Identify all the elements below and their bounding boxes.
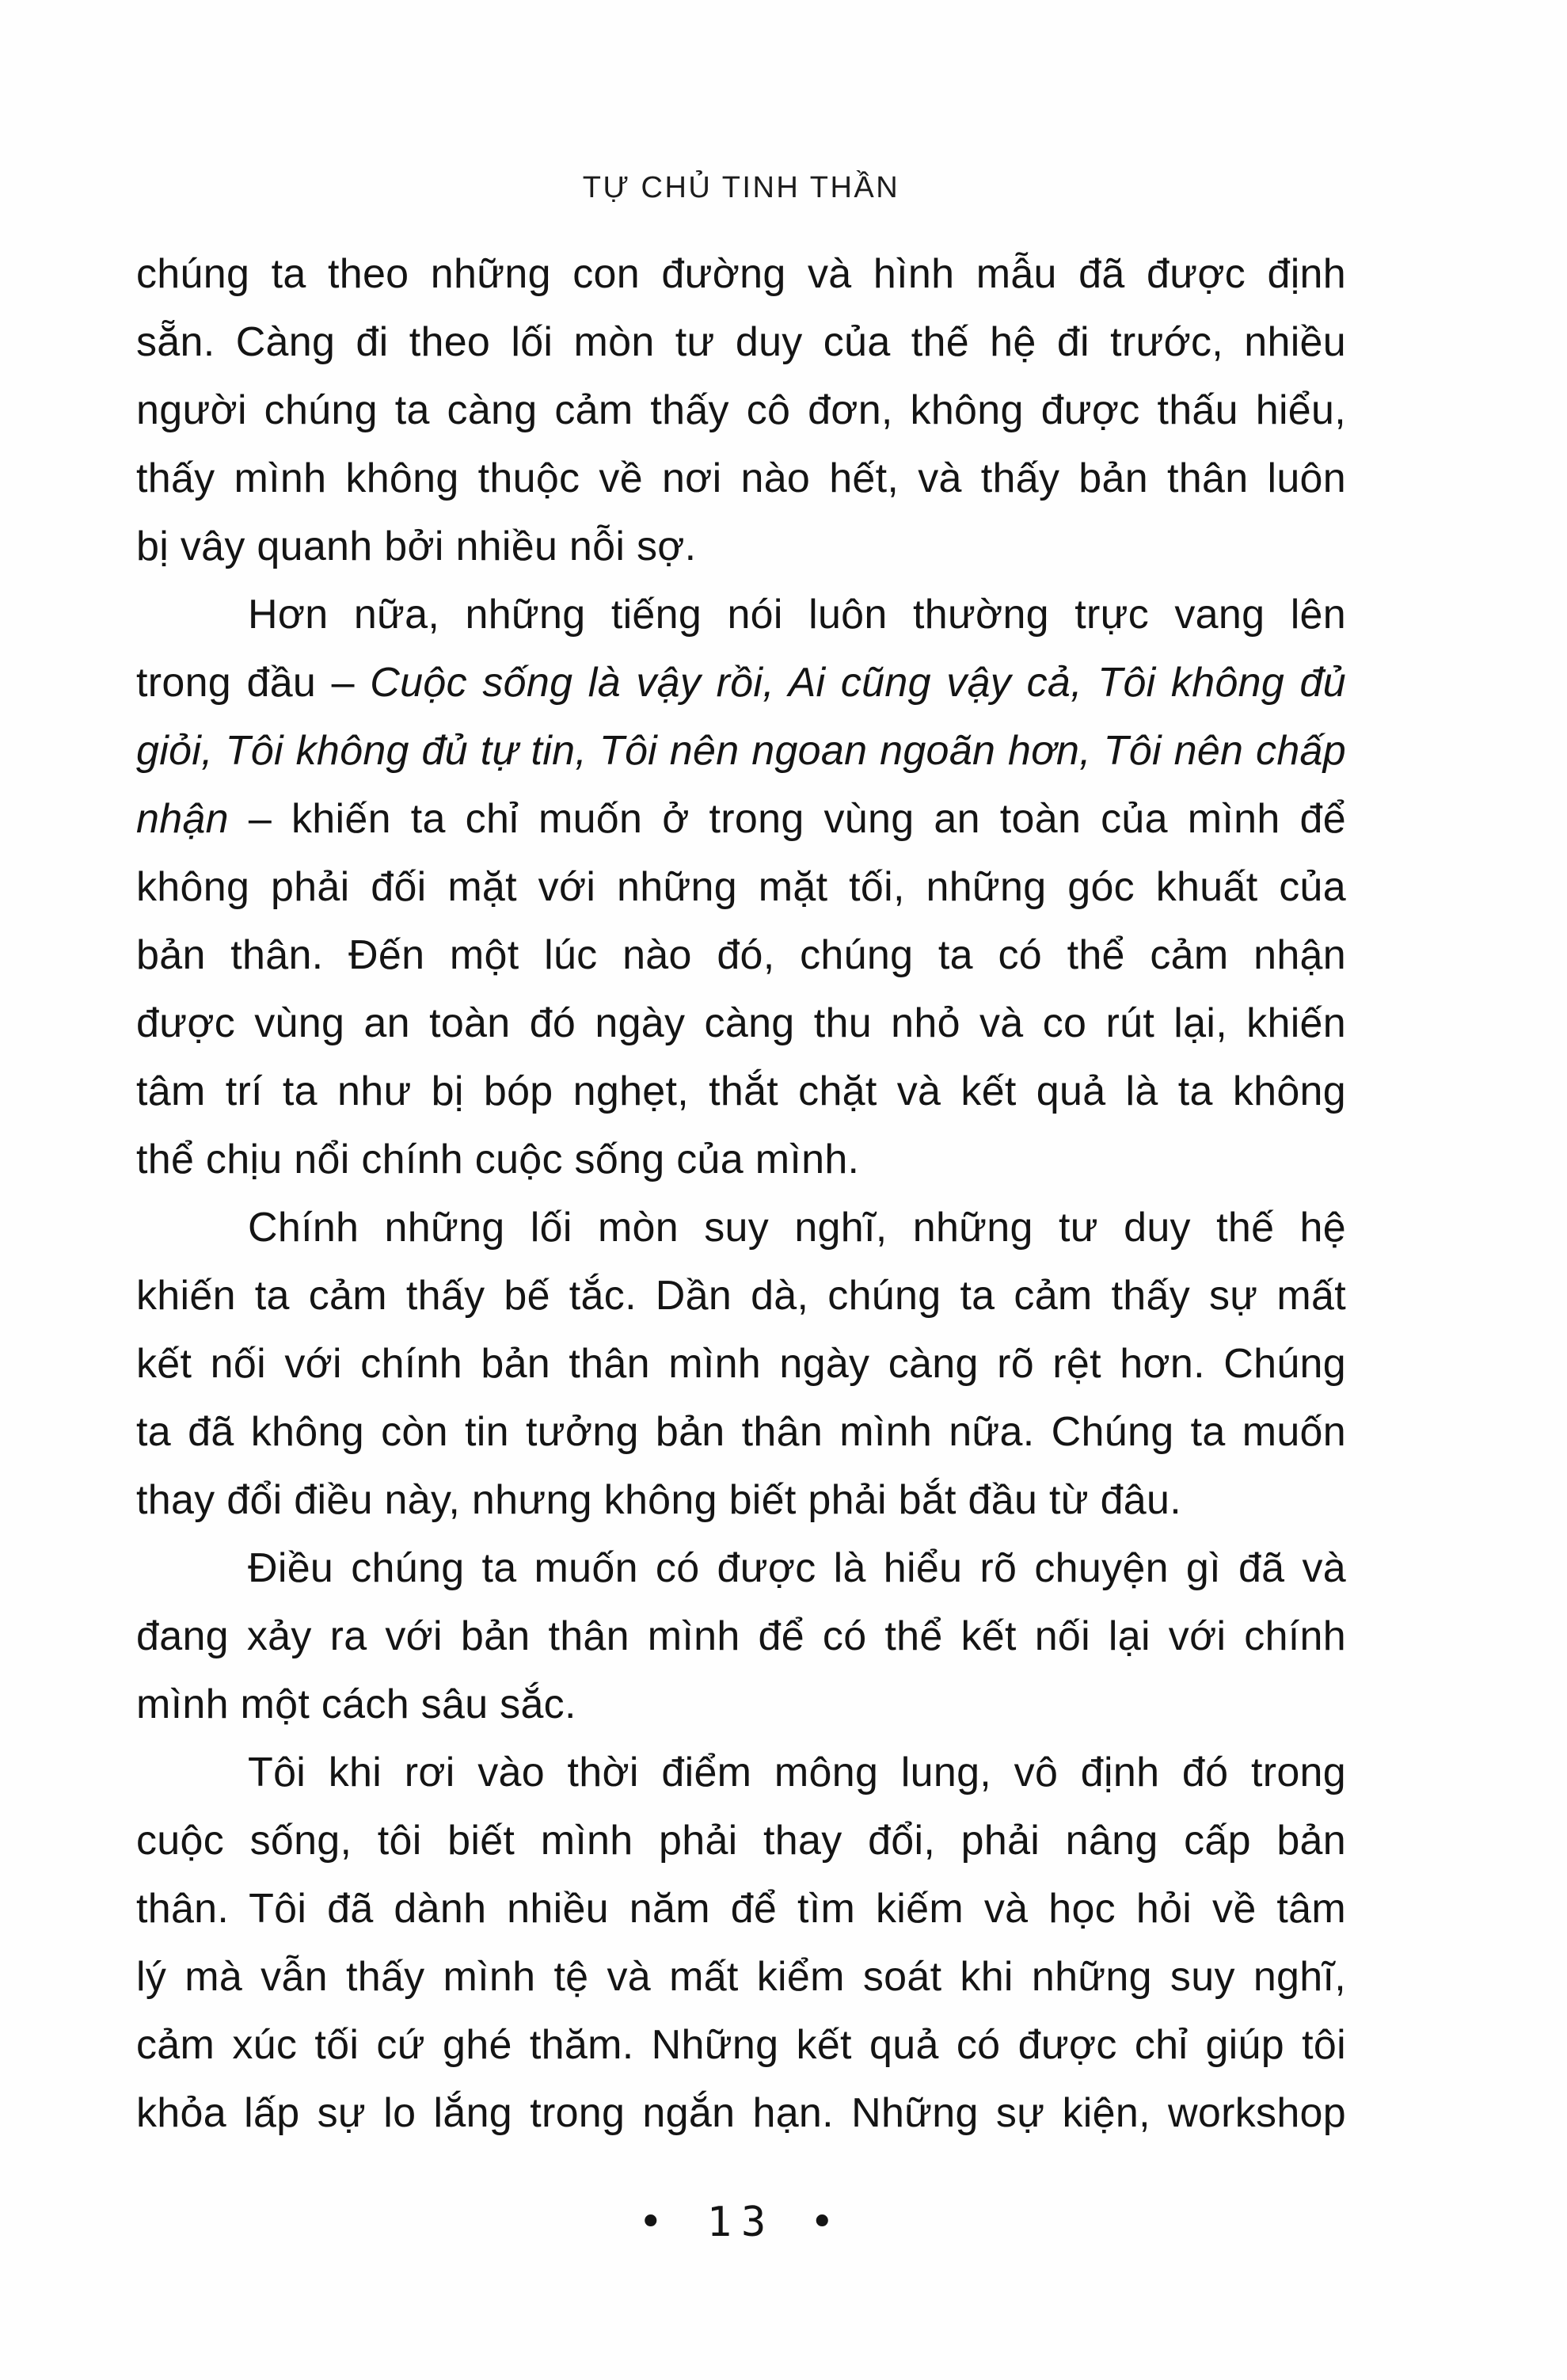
text-segment: đang xảy ra với bản thân mình để có thể kết nối lại với chính [136,1613,1346,1659]
text-line [136,1875,1346,1943]
text-segment: bản thân. Đến một lúc nào đó, chúng ta có thể cảm nhận [136,932,1346,978]
italic-text-segment: nhận [136,796,229,842]
text-segment: thấy mình không thuộc về nơi nào hết, và thấy bản thân luôn [136,455,1346,501]
italic-text-segment: Cuộc sống là vậy rồi, Ai cũng vậy cả, Tôi không đủ [370,660,1346,706]
text-line [136,1534,1346,1602]
running-header: TỰ CHỦ TINH THẦN [582,171,900,204]
text-line [136,1670,1346,1738]
text-line [136,2011,1346,2079]
text-line [136,2079,1346,2147]
text-line [136,1738,1346,1807]
text-line [136,989,1346,1057]
text-segment: ta đã không còn tin tưởng bản thân mình nữa. Chúng ta muốn [136,1409,1346,1455]
text-segment: khiến ta cảm thấy bế tắc. Dần dà, chúng ta cảm thấy sự mất [136,1273,1346,1319]
text-line [136,240,1346,308]
text-segment: cảm xúc tối cứ ghé thăm. Những kết quả có được chỉ giúp tôi [136,2022,1346,2068]
text-line [136,853,1346,921]
text-segment: – khiến ta chỉ muốn ở trong vùng an toàn của mình để [228,796,1346,842]
text-segment: cuộc sống, tôi biết mình phải thay đổi, phải nâng cấp bản [136,1818,1346,1864]
text-line [136,785,1346,853]
text-segment: chúng ta theo những con đường và hình mẫu đã được định [136,251,1346,297]
text-segment: Điều chúng ta muốn có được là hiểu rõ chuyện gì đã và [248,1545,1346,1591]
text-line [136,1262,1346,1330]
text-segment: được vùng an toàn đó ngày càng thu nhỏ và co rút lại, khiến [136,1000,1346,1046]
text-line [136,444,1346,512]
text-segment: kết nối với chính bản thân mình ngày càng rõ rệt hơn. Chúng [136,1341,1346,1387]
text-line [136,1398,1346,1466]
text-line [136,1057,1346,1125]
text-line [136,1330,1346,1398]
text-segment: thay đổi điều này, nhưng không biết phải bắt đầu từ đâu. [136,1477,1181,1523]
text-segment: mình một cách sâu sắc. [136,1681,576,1727]
page-number: • 13 • [638,2199,844,2246]
text-line [136,1466,1346,1534]
text-line [136,1194,1346,1262]
text-line [136,308,1346,376]
text-line [136,581,1346,649]
text-segment: lý mà vẫn thấy mình tệ và mất kiểm soát khi những suy nghĩ, [136,1954,1346,2000]
text-segment: sẵn. Càng đi theo lối mòn tư duy của thế hệ đi trước, nhiều [136,319,1346,365]
text-segment: tâm trí ta như bị bóp nghẹt, thắt chặt và kết quả là ta không [136,1068,1346,1114]
body-text [136,240,1346,2147]
text-line [136,376,1346,444]
text-line [136,512,1346,581]
text-segment: khỏa lấp sự lo lắng trong ngắn hạn. Những sự kiện, workshop [136,2090,1346,2136]
text-line [136,649,1346,717]
text-line [136,1807,1346,1875]
text-segment: thể chịu nổi chính cuộc sống của mình. [136,1137,860,1182]
text-line [136,1125,1346,1194]
text-line [136,921,1346,989]
text-line [136,1602,1346,1670]
text-segment: bị vây quanh bởi nhiều nỗi sợ. [136,524,697,569]
text-segment: Chính những lối mòn suy nghĩ, những tư duy thế hệ [248,1205,1346,1251]
text-segment: Hơn nữa, những tiếng nói luôn thường trực vang lên [248,592,1346,638]
text-segment: không phải đối mặt với những mặt tối, những góc khuất của [136,864,1346,910]
text-segment: người chúng ta càng cảm thấy cô đơn, không được thấu hiểu, [136,387,1346,433]
text-segment: trong đầu – [136,660,371,706]
italic-text-segment: giỏi, Tôi không đủ tự tin, Tôi nên ngoan ngoãn hơn, Tôi nên chấp [136,728,1346,774]
text-line [136,1943,1346,2011]
text-segment: Tôi khi rơi vào thời điểm mông lung, vô định đó trong [248,1750,1346,1795]
text-segment: thân. Tôi đã dành nhiều năm để tìm kiếm và học hỏi về tâm [136,1886,1346,1932]
text-line [136,717,1346,785]
